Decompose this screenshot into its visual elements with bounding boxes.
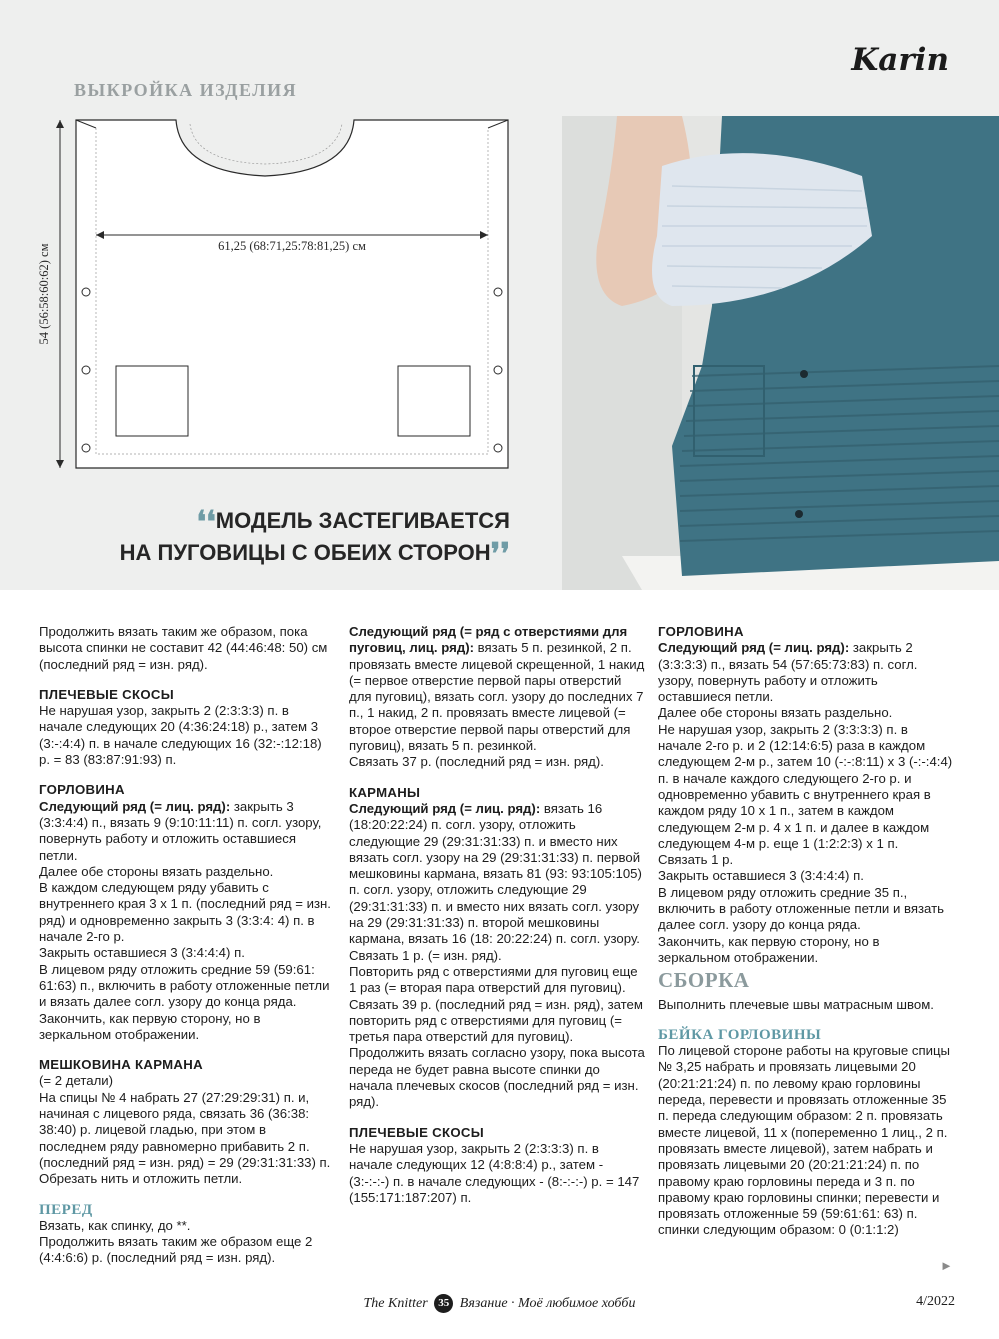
- quote-close-icon: ❜❜: [490, 537, 510, 572]
- paragraph: Выполнить плечевые швы матрасным швом.: [658, 996, 934, 1012]
- paragraph: Следующий ряд (= лиц. ряд): закрыть 2 (3:3:3:3) п., вязать 54 (57:65:73:83) п. согл. узору, повернуть работу и отложить оставшиеся петли.: [658, 640, 918, 705]
- issue-number: 4/2022: [916, 1294, 955, 1309]
- pattern-outline: [76, 120, 508, 468]
- paragraph: Не нарушая узор, закрыть 2 (2:3:3:3) п. в начале следующих 20 (4:36:24:18) р., затем 3 (3:-:4:4) п. в начале следующих 16 (32:-:12:18) р. = 83 (83:87:91:93) п.: [39, 703, 322, 768]
- model-photo: [562, 116, 999, 590]
- sweater-button: [795, 510, 803, 518]
- footer-magazine: The Knitter: [363, 1296, 428, 1311]
- paragraph: Следующий ряд (= лиц. ряд): закрыть 3 (3:3:4:4) п., вязать 9 (9:10:11:11) п. согл. узору, повернуть работу и отложить оставшиеся петли.: [39, 798, 322, 863]
- paragraph: В лицевом ряду отложить средние 59 (59:61: 61:63) п., включить в работу отложенные петли и вязать далее согл. узору до конца ряда.: [39, 961, 330, 1010]
- text-column-3: [658, 624, 954, 1239]
- heading-neck: ГОРЛОВИНА: [39, 782, 125, 798]
- pattern-schematic: [30, 100, 520, 480]
- paragraph: Связать 1 р. (= изн. ряд).: [349, 947, 502, 963]
- paragraph: Закончить, как первую сторону, но в зеркальном отображении.: [658, 933, 880, 965]
- paragraph: Не нарушая узор, закрыть 2 (3:3:3:3) п. в начале 2-го р. и 2 (12:14:6:5) раза в каждом следующем 2-м р., затем 10 (-:-:8:11) х 3 (-:-:4:4) п. в начале каждого следующего 2-го р. и одновременно убавить с внутреннего края в каждом ряду 10 х 1 п., затем в каждом следующем 2-м р. 4 х 1 п. и далее в каждом следующем 4-м р. еще 1 (1:2:2:3) х 1 п.: [658, 721, 953, 851]
- paragraph: По лицевой стороне работы на круговые спицы № 3,25 набрать и провязать лицевыми 20 (20:21:21:24) п. по левому краю горловины переда, перевести и провязать отложенные 35 п. переда следующим образом: 2 п. провязать вместе лицевой, 11 х (попеременно 1 лиц., 2 п. провязать вместе лицевой), затем набрать и провязать лицевыми 20 (20:21:21:24) п. по правому краю горловины переда и 3 п. по правому краю горловины спинки; перевести и провязать отложенные 59 (59:61:61: 63) п. спинки следующим образом: 0 (0:1:1:2): [658, 1043, 951, 1238]
- heading-pockets: КАРМАНЫ: [349, 784, 421, 800]
- paragraph: Закрыть оставшиеся 3 (3:4:4:4) п.: [39, 945, 245, 961]
- heading-shoulders: ПЛЕЧЕВЫЕ СКОСЫ: [349, 1124, 484, 1140]
- page-number: 35: [434, 1294, 453, 1313]
- paragraph: На спицы № 4 набрать 27 (27:29:29:31) п. и, начиная с лицевого ряда, связать 36 (36:38: 38:40) р. лицевой гладью, при этом в последнем ряду равномерно прибавить 2 п. (последний ряд = изн. ряд) = 29 (29:31:31:33) п. Обрезать нить и отложить петли.: [39, 1089, 331, 1187]
- text-column-1: [39, 624, 335, 1267]
- paragraph: Далее обе стороны вязать раздельно.: [39, 863, 274, 879]
- pull-quote: [70, 506, 510, 570]
- quote-line-1: МОДЕЛЬ ЗАСТЕГИВАЕТСЯ: [215, 508, 510, 533]
- footer-tagline: Вязание · Моё любимое хобби: [459, 1296, 636, 1311]
- continue-arrow-icon: ►: [940, 1258, 953, 1273]
- heading-pocket-lining: МЕШКОВИНА КАРМАНА: [39, 1057, 203, 1073]
- quote-line-2: НА ПУГОВИЦЫ С ОБЕИХ СТОРОН: [119, 540, 491, 565]
- paragraph: Следующий ряд (= лиц. ряд): вязать 16 (18:20:22:24) п. согл. узору, отложить следующие 29 (29:31:31:33) п. и вместо них вязать согл. узору на 29 (29:31:31:33) п. первой мешковины кармана, вязать 81 (93: 93:105:105) п. согл. узору, отложить следующие 29 (29:31:31:33) п. и вместо них вязать согл. узору на 29 (29:31:31:33) п. второй мешковины кармана, вязать 16 (18: 20:22:24) п. согл. узору.: [349, 800, 642, 947]
- text-column-2: [349, 624, 645, 1206]
- paragraph: Далее обе стороны вязать раздельно.: [658, 705, 893, 721]
- paragraph: В каждом следующем ряду убавить с внутреннего края 3 х 1 п. (последний ряд = изн. ряд) и одновременно закрыть 3 (3:3:4: 4) п. в начале 2-го р.: [39, 880, 331, 945]
- paragraph: Закончить, как первую сторону, но в зеркальном отображении.: [39, 1010, 261, 1042]
- brand-title: Karin: [851, 42, 949, 78]
- paragraph: Связать 1 р.: [658, 852, 734, 868]
- paragraph: Не нарушая узор, закрыть 2 (2:3:3:3) п. в начале следующих 12 (4:8:8:4) р., затем - (3:-:-:-) п. в начале следующих - (8:-:-:-) р. = 147 (155:171:187:207) п.: [349, 1140, 640, 1205]
- paragraph: Продолжить вязать согласно узору, пока высота переда не будет равна высоте спинки до начала плечевых скосов (последний ряд = изн. ряд).: [349, 1045, 645, 1110]
- section-label: ВЫКРОЙКА ИЗДЕЛИЯ: [74, 80, 298, 100]
- quote-open-icon: ❛❛: [196, 505, 216, 540]
- heading-shoulders: ПЛЕЧЕВЫЕ СКОСЫ: [39, 686, 174, 702]
- paragraph: Вязать, как спинку, до **.: [39, 1217, 191, 1233]
- paragraph: В лицевом ряду отложить средние 35 п., включить в работу отложенные петли и вязать далее согл. узору до конца ряда.: [658, 884, 944, 933]
- sweater-button: [800, 370, 808, 378]
- heading-assembly: СБОРКА: [658, 968, 750, 993]
- width-label: 61,25 (68:71,25:78:81,25) см: [218, 239, 366, 253]
- paragraph: Продолжить вязать таким же образом, пока высота спинки не составит 42 (44:46:48: 50) см (последний ряд = изн. ряд).: [39, 624, 328, 672]
- paragraph: Продолжить вязать таким же образом еще 2 (4:4:6:6) р. (последний ряд = изн. ряд).: [39, 1234, 313, 1266]
- paragraph: (= 2 детали): [39, 1073, 114, 1089]
- paragraph: Следующий ряд (= ряд с отверстиями для пуговиц, лиц. ряд): вязать 5 п. резинкой, 2 п. провязать вместе лицевой скрещенной, 1 накид (= первое отверстие первой пары отверстий для пуговиц), вязать согл. узору до последних 7 п., 1 накид, 2 п. провязать вместе лицевой (= второе отверстие первой пары отверстий для пуговиц), вязать 5 п. резинкой.: [349, 624, 645, 754]
- paragraph: Связать 39 р. (последний ряд = изн. ряд), затем повторить ряд с отверстиями для пуговиц (= третья пара отверстий для пуговиц).: [349, 996, 643, 1045]
- footer-publication: [0, 1294, 999, 1313]
- heading-neckband: БЕЙКА ГОРЛОВИНЫ: [658, 1026, 822, 1043]
- page-footer: [0, 1294, 999, 1314]
- paragraph: Связать 37 р. (последний ряд = изн. ряд).: [349, 754, 604, 770]
- height-label: 54 (56:58:60:62) см: [37, 243, 51, 345]
- heading-front: ПЕРЕД: [39, 1201, 93, 1218]
- paragraph: Закрыть оставшиеся 3 (3:4:4:4) п.: [658, 868, 864, 884]
- paragraph: Повторить ряд с отверстиями для пуговиц еще 1 раз (= вторая пара отверстий для пуговиц).: [349, 963, 638, 996]
- heading-neck: ГОРЛОВИНА: [658, 624, 744, 639]
